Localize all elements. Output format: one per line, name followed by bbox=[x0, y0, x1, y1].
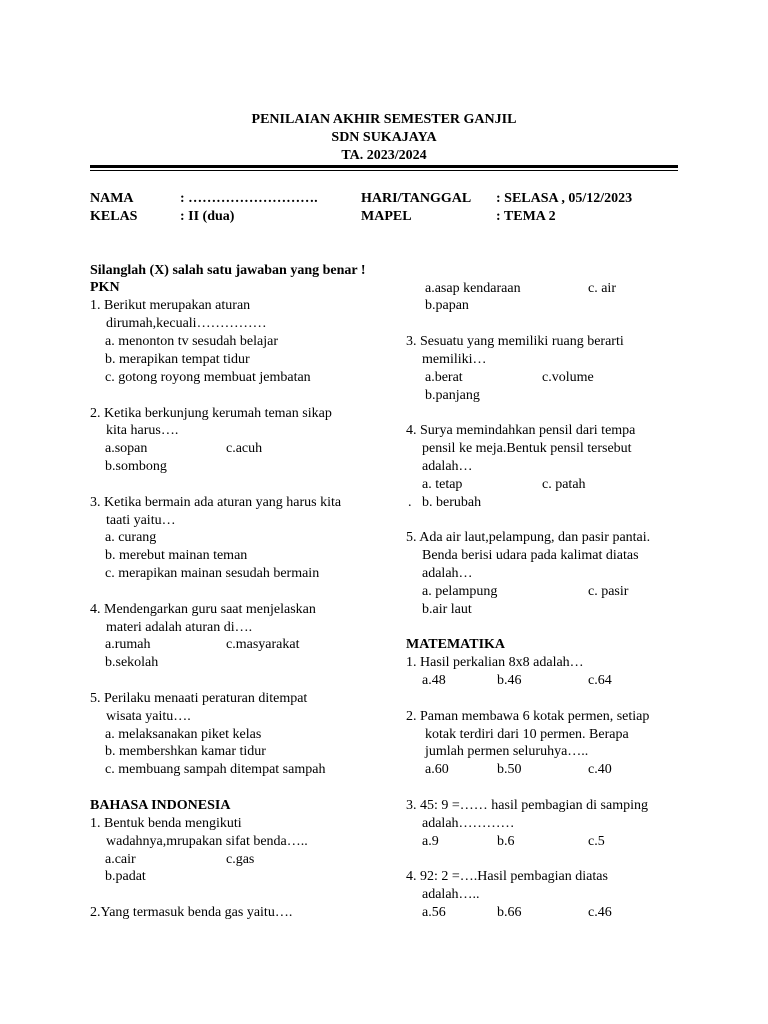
mtk-q3-text: 3. 45: 9 =…… hasil pembagian di samping bbox=[406, 798, 648, 813]
mtk-q3-option-b[interactable]: b.6 bbox=[497, 834, 515, 849]
header-rule-thick bbox=[90, 165, 678, 168]
bi-q5-option-c[interactable]: c. pasir bbox=[588, 584, 629, 599]
pkn-q2-option-b[interactable]: b.sombong bbox=[105, 459, 167, 474]
mtk-q4-text-cont: adalah….. bbox=[422, 887, 480, 902]
pkn-q4-option-c[interactable]: c.masyarakat bbox=[226, 637, 300, 652]
kelas-label: KELAS bbox=[90, 209, 138, 224]
mtk-q2-option-a[interactable]: a.60 bbox=[425, 762, 449, 777]
mtk-q3-text-cont: adalah………… bbox=[422, 816, 515, 831]
pkn-q5-option-b[interactable]: b. membershkan kamar tidur bbox=[105, 744, 266, 759]
bi-q5-text-cont: Benda berisi udara pada kalimat diatas bbox=[422, 548, 639, 563]
pkn-q1-text-cont: dirumah,kecuali…………… bbox=[106, 316, 267, 331]
bi-q4-option-c[interactable]: c. patah bbox=[542, 477, 586, 492]
kelas-value: : II (dua) bbox=[180, 209, 235, 224]
mtk-q1-option-a[interactable]: a.48 bbox=[422, 673, 446, 688]
bi-q2-option-c[interactable]: c. air bbox=[588, 281, 616, 296]
pkn-q1-option-a[interactable]: a. menonton tv sesudah belajar bbox=[105, 334, 279, 349]
pkn-q3-option-b[interactable]: b. merebut mainan teman bbox=[105, 548, 248, 563]
mapel-value: : TEMA 2 bbox=[496, 209, 556, 224]
stray-dot: . bbox=[408, 495, 412, 510]
pkn-q3-text-cont: taati yaitu… bbox=[106, 513, 176, 528]
mtk-q3-option-a[interactable]: a.9 bbox=[422, 834, 439, 849]
bi-q3-text-cont: memiliki… bbox=[422, 352, 487, 367]
bi-q4-option-a[interactable]: a. tetap bbox=[422, 477, 463, 492]
pkn-q1-option-b[interactable]: b. merapikan tempat tidur bbox=[105, 352, 250, 367]
bi-q1-option-c[interactable]: c.gas bbox=[226, 852, 255, 867]
academic-year: TA. 2023/2024 bbox=[341, 148, 427, 163]
mtk-q3-option-c[interactable]: c.5 bbox=[588, 834, 605, 849]
bi-q5-option-b[interactable]: b.air laut bbox=[422, 602, 472, 617]
pkn-q1-option-c[interactable]: c. gotong royong membuat jembatan bbox=[105, 370, 311, 385]
pkn-q5-text-cont: wisata yaitu…. bbox=[106, 709, 191, 724]
pkn-q2-option-a[interactable]: a.sopan bbox=[105, 441, 148, 456]
bi-q4-text-cont: pensil ke meja.Bentuk pensil tersebut bbox=[422, 441, 632, 456]
bi-q4-text: 4. Surya memindahkan pensil dari tempa bbox=[406, 423, 636, 438]
bi-q5-option-a[interactable]: a. pelampung bbox=[422, 584, 498, 599]
bi-q3-option-a[interactable]: a.berat bbox=[425, 370, 463, 385]
pkn-q4-option-b[interactable]: b.sekolah bbox=[105, 655, 159, 670]
pkn-q3-text: 3. Ketika bermain ada aturan yang harus kita bbox=[90, 495, 342, 510]
hari-value: : SELASA , 05/12/2023 bbox=[496, 191, 633, 206]
bi-q3-option-b[interactable]: b.panjang bbox=[425, 388, 480, 403]
mtk-q1-text: 1. Hasil perkalian 8x8 adalah… bbox=[406, 655, 584, 670]
section-title-matematika: MATEMATIKA bbox=[406, 637, 506, 652]
exam-title: PENILAIAN AKHIR SEMESTER GANJIL bbox=[251, 112, 517, 127]
bi-q1-text-cont: wadahnya,mrupakan sifat benda….. bbox=[106, 834, 308, 849]
mtk-q2-text-cont-2: jumlah permen seluruhya….. bbox=[425, 744, 589, 759]
mtk-q2-text: 2. Paman membawa 6 kotak permen, setiap bbox=[406, 709, 650, 724]
school-name: SDN SUKAJAYA bbox=[331, 130, 437, 145]
pkn-q4-text: 4. Mendengarkan guru saat menjelaskan bbox=[90, 602, 316, 617]
pkn-q5-text: 5. Perilaku menaati peraturan ditempat bbox=[90, 691, 308, 706]
bi-q3-text: 3. Sesuatu yang memiliki ruang berarti bbox=[406, 334, 624, 349]
mtk-q2-text-cont: kotak terdiri dari 10 permen. Berapa bbox=[425, 727, 629, 742]
bi-q2-text: 2.Yang termasuk benda gas yaitu…. bbox=[90, 905, 293, 920]
mtk-q4-option-a[interactable]: a.56 bbox=[422, 905, 446, 920]
pkn-q4-option-a[interactable]: a.rumah bbox=[105, 637, 151, 652]
bi-q1-option-a[interactable]: a.cair bbox=[105, 852, 136, 867]
bi-q3-option-c[interactable]: c.volume bbox=[542, 370, 594, 385]
pkn-q5-option-c[interactable]: c. membuang sampah ditempat sampah bbox=[105, 762, 326, 777]
section-title-pkn: PKN bbox=[90, 280, 120, 295]
pkn-q4-text-cont: materi adalah aturan di…. bbox=[106, 620, 253, 635]
bi-q4-text-cont-2: adalah… bbox=[422, 459, 473, 474]
mapel-label: MAPEL bbox=[361, 209, 412, 224]
pkn-q3-option-a[interactable]: a. curang bbox=[105, 530, 157, 545]
pkn-q1-text: 1. Berikut merupakan aturan bbox=[90, 298, 251, 313]
mtk-q2-option-b[interactable]: b.50 bbox=[497, 762, 522, 777]
nama-field: : ………………………. bbox=[180, 191, 318, 206]
header-rule-thin bbox=[90, 170, 678, 171]
bi-q4-option-b[interactable]: b. berubah bbox=[422, 495, 482, 510]
mtk-q2-option-c[interactable]: c.40 bbox=[588, 762, 612, 777]
pkn-q2-text: 2. Ketika berkunjung kerumah teman sikap bbox=[90, 406, 332, 421]
nama-label: NAMA bbox=[90, 191, 134, 206]
bi-q1-text: 1. Bentuk benda mengikuti bbox=[90, 816, 242, 831]
instruction: Silanglah (X) salah satu jawaban yang benar ! bbox=[90, 263, 366, 278]
pkn-q5-option-a[interactable]: a. melaksanakan piket kelas bbox=[105, 727, 262, 742]
mtk-q4-option-b[interactable]: b.66 bbox=[497, 905, 522, 920]
pkn-q3-option-c[interactable]: c. merapikan mainan sesudah bermain bbox=[105, 566, 320, 581]
mtk-q1-option-c[interactable]: c.64 bbox=[588, 673, 612, 688]
bi-q5-text-cont-2: adalah… bbox=[422, 566, 473, 581]
pkn-q2-option-c[interactable]: c.acuh bbox=[226, 441, 263, 456]
bi-q2-option-a[interactable]: a.asap kendaraan bbox=[425, 281, 521, 296]
mtk-q4-option-c[interactable]: c.46 bbox=[588, 905, 612, 920]
bi-q5-text: 5. Ada air laut,pelampung, dan pasir pantai. bbox=[406, 530, 651, 545]
hari-label: HARI/TANGGAL bbox=[361, 191, 472, 206]
section-title-bahasa-indonesia: BAHASA INDONESIA bbox=[90, 798, 231, 813]
mtk-q4-text: 4. 92: 2 =….Hasil pembagian diatas bbox=[406, 869, 608, 884]
mtk-q1-option-b[interactable]: b.46 bbox=[497, 673, 522, 688]
bi-q1-option-b[interactable]: b.padat bbox=[105, 869, 146, 884]
pkn-q2-text-cont: kita harus…. bbox=[106, 423, 179, 438]
bi-q2-option-b[interactable]: b.papan bbox=[425, 298, 469, 313]
